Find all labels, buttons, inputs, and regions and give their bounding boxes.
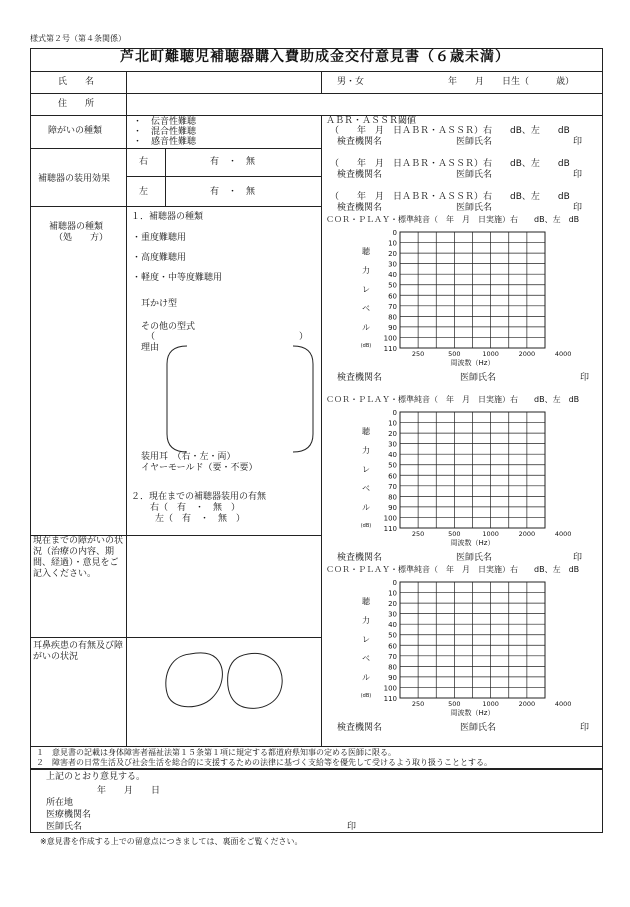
y-tick-label: 70	[388, 652, 397, 661]
note-2: ２ 障害者の日常生活及び社会生活を総合的に支援するための法律に基づく支給等を優先して受けるよう取り扱うこととする。	[36, 758, 492, 767]
ear-drum-diagram	[160, 650, 290, 712]
cor-inst-3[interactable]: 検査機関名	[337, 723, 383, 733]
y-axis-label-char: ベ	[362, 654, 370, 663]
y-tick-label: 100	[383, 514, 397, 523]
x-tick-label: 2000	[518, 700, 536, 708]
signature-seal: 印	[347, 822, 357, 832]
y-tick-label: 50	[388, 281, 397, 290]
aid-option-severe[interactable]: ・重度難聴用	[132, 233, 187, 243]
note-1: １ 意見書の記載は身体障害者福祉法第１５条第１項に規定する都道府県知事の定める医師に限る。	[36, 748, 396, 757]
other-type-label[interactable]: その他の型式	[141, 322, 196, 332]
page-title: 芦北町難聴児補聴器購入費助成金交付意見書（６歳未満）	[120, 49, 510, 65]
aid-option-high[interactable]: ・高度難聴用	[132, 253, 187, 263]
x-tick-label: 4000	[554, 350, 572, 358]
x-tick-label: 250	[411, 350, 425, 358]
cor-seal-3: 印	[580, 723, 590, 733]
x-tick-label: 250	[411, 530, 425, 538]
y-tick-label: 20	[388, 430, 397, 439]
y-tick-label: 90	[388, 503, 397, 512]
y-tick-label: 110	[383, 525, 397, 533]
abr-doctor-2[interactable]: 医師氏名	[456, 170, 493, 180]
y-tick-label: 0	[392, 229, 397, 237]
cor-doctor-1[interactable]: 医師氏名	[460, 373, 497, 383]
y-tick-label: 110	[383, 695, 397, 703]
y-tick-label: 10	[388, 589, 397, 598]
audiogram-2[interactable]	[340, 406, 572, 548]
signature-location[interactable]: 所在地	[46, 798, 74, 808]
audiogram-3[interactable]	[340, 576, 572, 718]
earmold-field[interactable]: イヤーモールド（要・不要）	[141, 463, 258, 473]
abr-doctor-3[interactable]: 医師氏名	[456, 203, 493, 213]
y-axis-label-char: 力	[362, 616, 370, 625]
y-axis-label-char: 聴	[362, 597, 370, 606]
reason-field[interactable]	[180, 348, 300, 448]
form-number: 様式第２号（第４条関係）	[30, 34, 126, 43]
y-axis-label-char: レ	[362, 635, 370, 644]
y-axis-label-char: 力	[362, 446, 370, 455]
y-tick-label: 30	[388, 440, 397, 449]
y-tick-label: 30	[388, 260, 397, 269]
abr-seal-3: 印	[573, 203, 583, 213]
other-type-field[interactable]: （ ）	[146, 332, 309, 342]
abr-row-3[interactable]: （ 年 月 日ＡＢＲ・ＡＳＳＲ）右 dB、左 dB	[330, 192, 570, 202]
signature-institution[interactable]: 医療機関名	[46, 810, 92, 820]
y-tick-label: 0	[392, 409, 397, 417]
x-tick-label: 250	[411, 700, 425, 708]
x-tick-label: 4000	[554, 700, 572, 708]
y-tick-label: 100	[383, 334, 397, 343]
y-axis-unit: (dB)	[360, 693, 372, 699]
x-tick-label: 4000	[554, 530, 572, 538]
y-tick-label: 100	[383, 684, 397, 693]
y-tick-label: 50	[388, 631, 397, 640]
name-label: 氏 名	[58, 77, 95, 87]
y-axis-label-char: 聴	[362, 427, 370, 436]
cor-title-2[interactable]: ＣＯＲ・ＰＬＡＹ・標準純音（ 年 月 日実施）右 dB、左 dB	[326, 395, 580, 404]
y-tick-label: 50	[388, 461, 397, 470]
x-tick-label: 500	[448, 700, 461, 708]
y-axis-label-char: レ	[362, 465, 370, 474]
name-field[interactable]	[127, 72, 320, 92]
x-tick-label: 500	[448, 530, 461, 538]
y-tick-label: 20	[388, 600, 397, 609]
effect-left-label: 左	[139, 187, 149, 197]
current-usage-right[interactable]: 右（ 有 ・ 無 ）	[150, 503, 241, 513]
x-axis-label: 周波数（Hz）	[450, 539, 495, 547]
y-tick-label: 40	[388, 451, 397, 460]
ear-hook-type[interactable]: 耳かけ型	[141, 299, 178, 309]
x-tick-label: 1000	[482, 700, 499, 708]
x-tick-label: 1000	[482, 350, 499, 358]
x-tick-label: 2000	[518, 530, 536, 538]
hearing-aid-effect-label: 補聴器の装用効果	[38, 174, 111, 184]
y-tick-label: 80	[388, 663, 397, 672]
y-tick-label: 60	[388, 292, 397, 301]
y-tick-label: 80	[388, 313, 397, 322]
y-tick-label: 40	[388, 271, 397, 280]
y-tick-label: 10	[388, 419, 397, 428]
cor-seal-1: 印	[580, 373, 590, 383]
disability-option-mixed[interactable]: ・ 混合性難聴	[133, 127, 197, 137]
y-tick-label: 60	[388, 472, 397, 481]
y-tick-label: 90	[388, 673, 397, 682]
address-field[interactable]	[127, 94, 601, 114]
gender-field[interactable]: 男・女	[337, 77, 365, 87]
y-axis-label-char: ル	[362, 503, 370, 512]
current-usage-heading: ２．現在までの補聴器装用の有無	[131, 492, 267, 502]
effect-right-yes-no[interactable]: 有 ・ 無	[210, 157, 256, 167]
y-axis-label-char: ル	[362, 323, 370, 332]
aid-type-heading: １．補聴器の種類	[131, 212, 204, 222]
cor-doctor-2[interactable]: 医師氏名	[456, 553, 493, 563]
signature-date[interactable]: 年 月 日	[97, 786, 161, 796]
abr-title: ＡＢＲ・ＡＳＳＲ閾値	[326, 116, 417, 126]
y-tick-label: 90	[388, 323, 397, 332]
abr-seal-2: 印	[573, 170, 583, 180]
abr-inst-2[interactable]: 検査機関名	[337, 170, 383, 180]
y-tick-label: 70	[388, 482, 397, 491]
abr-row-2[interactable]: （ 年 月 日ＡＢＲ・ＡＳＳＲ）右 dB、左 dB	[330, 159, 570, 169]
current-status-field[interactable]	[127, 536, 320, 636]
y-axis-label-char: 聴	[362, 247, 370, 256]
y-tick-label: 30	[388, 610, 397, 619]
y-tick-label: 80	[388, 493, 397, 502]
wear-ear-field[interactable]: 装用耳 （右・左・両）	[141, 452, 236, 462]
x-tick-label: 1000	[482, 530, 499, 538]
audiogram-grid	[340, 226, 572, 368]
cor-seal-2: 印	[573, 553, 583, 563]
footer-note: ※意見書を作成する上での留意点につきましては、裏面をご覧ください。	[40, 837, 303, 846]
reason-label: 理由	[141, 343, 160, 353]
cor-title-3[interactable]: ＣＯＲ・ＰＬＡＹ・標準純音（ 年 月 日実施）右 dB、左 dB	[326, 565, 580, 574]
y-tick-label: 10	[388, 239, 397, 248]
disability-option-conductive[interactable]: ・ 伝音性難聴	[133, 117, 197, 127]
current-usage-left[interactable]: 左（ 有 ・ 無 ）	[155, 514, 246, 524]
y-axis-unit: (dB)	[360, 523, 372, 529]
ent-disease-label: 耳鼻疾患の有無及び障がいの状況	[33, 641, 124, 662]
x-axis-label: 周波数（Hz）	[450, 709, 495, 717]
aid-type-label: 補聴器の種類	[49, 222, 104, 232]
dob-field[interactable]: 年 月 日生（ 歳）	[448, 77, 575, 87]
cor-title-1[interactable]: ＣＯＲ・ＰＬＡＹ・標準純音（ 年 月 日実施）右 dB、左 dB	[326, 215, 580, 224]
current-status-label: 現在までの障がいの状況（治療の内容、期間、経過）・意見をご記入ください。	[33, 536, 124, 579]
y-axis-label-char: ル	[362, 673, 370, 682]
address-label: 住 所	[58, 99, 95, 109]
y-tick-label: 110	[383, 345, 397, 353]
y-tick-label: 60	[388, 642, 397, 651]
abr-row-1[interactable]: （ 年 月 日ＡＢＲ・ＡＳＳＲ）右 dB、左 dB	[330, 126, 570, 136]
aid-option-mild[interactable]: ・軽度・中等度難聴用	[132, 273, 223, 283]
y-tick-label: 70	[388, 302, 397, 311]
cor-doctor-3[interactable]: 医師氏名	[460, 723, 497, 733]
signature-intro: 上記のとおり意見する。	[46, 772, 146, 782]
x-tick-label: 2000	[518, 350, 536, 358]
y-tick-label: 20	[388, 250, 397, 259]
x-axis-label: 周波数（Hz）	[450, 359, 495, 367]
disability-option-sensorineural[interactable]: ・ 感音性難聴	[133, 137, 197, 147]
signature-doctor[interactable]: 医師氏名	[46, 822, 83, 832]
aid-type-prescription: （処 方）	[54, 233, 109, 243]
abr-doctor-1[interactable]: 医師氏名	[456, 137, 493, 147]
effect-left-yes-no[interactable]: 有 ・ 無	[210, 187, 256, 197]
disability-type-label: 障がいの種類	[48, 126, 103, 136]
audiogram-grid	[340, 576, 572, 718]
y-tick-label: 40	[388, 621, 397, 630]
abr-inst-1[interactable]: 検査機関名	[337, 137, 383, 147]
y-axis-label-char: レ	[362, 285, 370, 294]
y-axis-label-char: ベ	[362, 484, 370, 493]
audiogram-1[interactable]	[340, 226, 572, 368]
abr-inst-3[interactable]: 検査機関名	[337, 203, 383, 213]
abr-seal-1: 印	[573, 137, 583, 147]
audiogram-grid	[340, 406, 572, 548]
y-tick-label: 0	[392, 579, 397, 587]
cor-inst-1[interactable]: 検査機関名	[337, 373, 383, 383]
y-axis-label-char: 力	[362, 266, 370, 275]
cor-inst-2[interactable]: 検査機関名	[337, 553, 383, 563]
x-tick-label: 500	[448, 350, 461, 358]
effect-right-label: 右	[139, 157, 149, 167]
y-axis-label-char: ベ	[362, 304, 370, 313]
y-axis-unit: (dB)	[360, 343, 372, 349]
